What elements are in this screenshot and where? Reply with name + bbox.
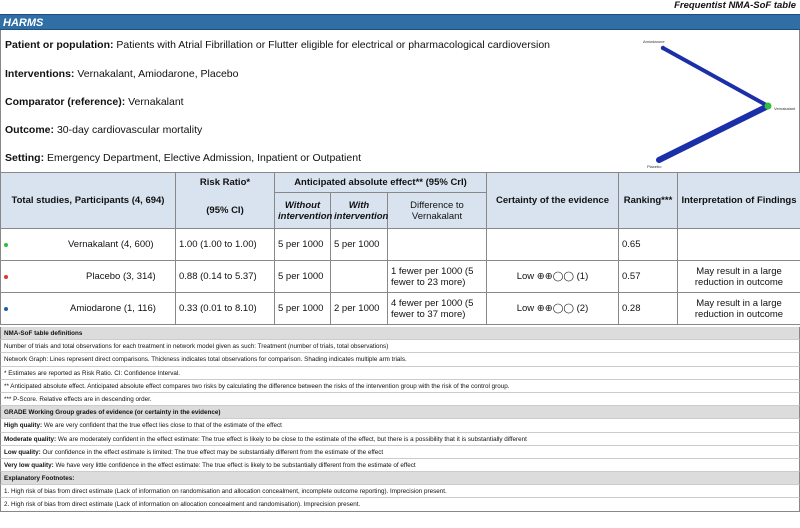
- network-graph: [631, 34, 800, 170]
- outcome-label: Outcome:: [5, 124, 55, 136]
- table-title: Frequentist NMA-SoF table: [674, 0, 796, 11]
- treatment-name: Placebo (3, 314): [86, 271, 156, 282]
- header-interpretation: Interpretation of Findings: [678, 173, 800, 229]
- network-node-placebo: [657, 158, 661, 162]
- certainty-cell: Low ⊕⊕◯◯ (2): [487, 293, 619, 325]
- header-ranking: Ranking***: [619, 173, 678, 229]
- difference-cell: 1 fewer per 1000 (5 fewer to 23 more): [388, 261, 487, 293]
- grade-text: We have very little confidence in the effect estimate: The true effect is likely to be substantially different from the estimate of effect: [55, 461, 416, 469]
- interpretation-cell: [678, 229, 800, 261]
- grade-label: Low quality:: [4, 448, 41, 456]
- definition-line: *** P-Score. Relative effects are in descending order.: [0, 393, 800, 406]
- interventions-label: Interventions:: [5, 68, 75, 80]
- interpretation-cell: May result in a large reduction in outcome: [678, 293, 800, 325]
- header-studies: Total studies, Participants (4, 694): [1, 173, 176, 229]
- with-cell: 5 per 1000: [331, 229, 388, 261]
- notes-section: [0, 327, 800, 512]
- footnote-line: 1. High risk of bias from direct estimate (Lack of information on randomisation and allocation concealment, incomplete outcome reporting). Imprecision present.: [0, 485, 800, 498]
- treatment-color-dot: [4, 275, 8, 279]
- header-anticipated-effect: Anticipated absolute effect** (95% CrI): [275, 173, 487, 193]
- certainty-cell: Low ⊕⊕◯◯ (1): [487, 261, 619, 293]
- without-cell: 5 per 1000: [275, 261, 331, 293]
- footnotes-title: Explanatory Footnotes:: [0, 472, 800, 485]
- population-line: [5, 39, 550, 51]
- grade-line: [0, 433, 800, 446]
- grade-label: High quality:: [4, 422, 43, 430]
- population-value: Patients with Atrial Fibrillation or Flutter eligible for electrical or pharmacological cardioversion: [116, 39, 551, 51]
- network-label-amiodarone: Amiodarone: [643, 39, 665, 44]
- header-without-intervention: Without intervention: [275, 193, 331, 229]
- grade-title: GRADE Working Group grades of evidence (or certainty in the evidence): [0, 406, 800, 419]
- network-edge-amiodarone-vernakalant: [663, 48, 768, 106]
- risk-ratio-cell: 0.33 (0.01 to 8.10): [176, 293, 275, 325]
- setting-label: Setting:: [5, 152, 45, 164]
- interventions-line: [5, 68, 238, 80]
- grade-text: We are moderately confident in the effect estimate: The true effect is likely to be close to the estimate of the effect, but there is a possibility that it is substantially different: [57, 435, 527, 443]
- grade-label: Moderate quality:: [4, 435, 57, 443]
- definition-line: * Estimates are reported as Risk Ratio. CI: Confidence Interval.: [0, 367, 800, 380]
- without-cell: 5 per 1000: [275, 293, 331, 325]
- grade-line: [0, 459, 800, 472]
- footnote-line: 2. High risk of bias from direct estimate (Lack of information on allocation concealment and randomisation). Imprecision present.: [0, 498, 800, 511]
- setting-line: [5, 152, 361, 164]
- treatment-color-dot: [4, 243, 8, 247]
- definitions-title: NMA-SoF table definitions: [0, 327, 800, 340]
- interpretation-cell: May result in a large reduction in outcome: [678, 261, 800, 293]
- comparator-label: Comparator (reference):: [5, 96, 126, 108]
- network-node-vernakalant: [765, 103, 772, 110]
- ranking-cell: 0.57: [619, 261, 678, 293]
- certainty-cell: [487, 229, 619, 261]
- without-cell: 5 per 1000: [275, 229, 331, 261]
- comparator-line: [5, 96, 184, 108]
- network-edge-placebo-vernakalant: [659, 106, 768, 160]
- difference-cell: [388, 229, 487, 261]
- grade-text: We are very confident that the true effect lies close to that of the estimate of the effect: [43, 422, 282, 430]
- header-certainty: Certainty of the evidence: [487, 173, 619, 229]
- with-cell: [331, 261, 388, 293]
- risk-ratio-cell: 0.88 (0.14 to 5.37): [176, 261, 275, 293]
- grade-line: [0, 419, 800, 432]
- outcome-value: 30-day cardiovascular mortality: [56, 124, 203, 136]
- grade-label: Very low quality:: [4, 461, 54, 469]
- header-with-intervention: With intervention: [331, 193, 388, 229]
- definition-line: Number of trials and total observations for each treatment in network model given as such: Treatment (number of trials, total observations): [0, 340, 800, 353]
- definition-line: Network Graph: Lines represent direct comparisons. Thickness indicates total observations for comparison. Shading indicates multiple arm trials.: [0, 353, 800, 366]
- header-risk-ratio: Risk Ratio*: [176, 173, 275, 193]
- outcome-line: [5, 124, 202, 136]
- grade-text: Our confidence in the effect estimate is limited: The true effect may be substantially different from the estimate of the effect: [42, 448, 384, 456]
- network-label-placebo: Placebo: [647, 164, 662, 169]
- risk-ratio-cell: 1.00 (1.00 to 1.00): [176, 229, 275, 261]
- header-risk-ratio-ci: (95% CI): [176, 193, 275, 229]
- section-header-harms: HARMS: [0, 14, 800, 30]
- header-difference: Difference to Vernakalant: [388, 193, 487, 229]
- treatment-cell: [1, 293, 176, 325]
- treatment-name: Amiodarone (1, 116): [70, 303, 156, 314]
- setting-value: Emergency Department, Elective Admission, Inpatient or Outpatient: [47, 152, 361, 164]
- treatment-cell: [1, 229, 176, 261]
- treatment-color-dot: [4, 307, 8, 311]
- table-row: [1, 229, 800, 261]
- with-cell: 2 per 1000: [331, 293, 388, 325]
- study-info-panel: [0, 30, 800, 172]
- comparator-value: Vernakalant: [128, 96, 184, 108]
- grade-line: [0, 446, 800, 459]
- interventions-value: Vernakalant, Amiodarone, Placebo: [77, 68, 239, 80]
- difference-cell: 4 fewer per 1000 (5 fewer to 37 more): [388, 293, 487, 325]
- network-label-vernakalant: Vernakalant: [774, 106, 796, 111]
- results-table: [0, 172, 800, 325]
- ranking-cell: 0.65: [619, 229, 678, 261]
- treatment-cell: [1, 261, 176, 293]
- table-row: [1, 293, 800, 325]
- table-row: [1, 261, 800, 293]
- treatment-name: Vernakalant (4, 600): [68, 239, 154, 250]
- population-label: Patient or population:: [5, 39, 114, 51]
- ranking-cell: 0.28: [619, 293, 678, 325]
- definition-line: ** Anticipated absolute effect. Anticipated absolute effect compares two risks by calculating the difference between the risks of the intervention group with the risk of the control group.: [0, 380, 800, 393]
- network-node-amiodarone: [661, 46, 665, 50]
